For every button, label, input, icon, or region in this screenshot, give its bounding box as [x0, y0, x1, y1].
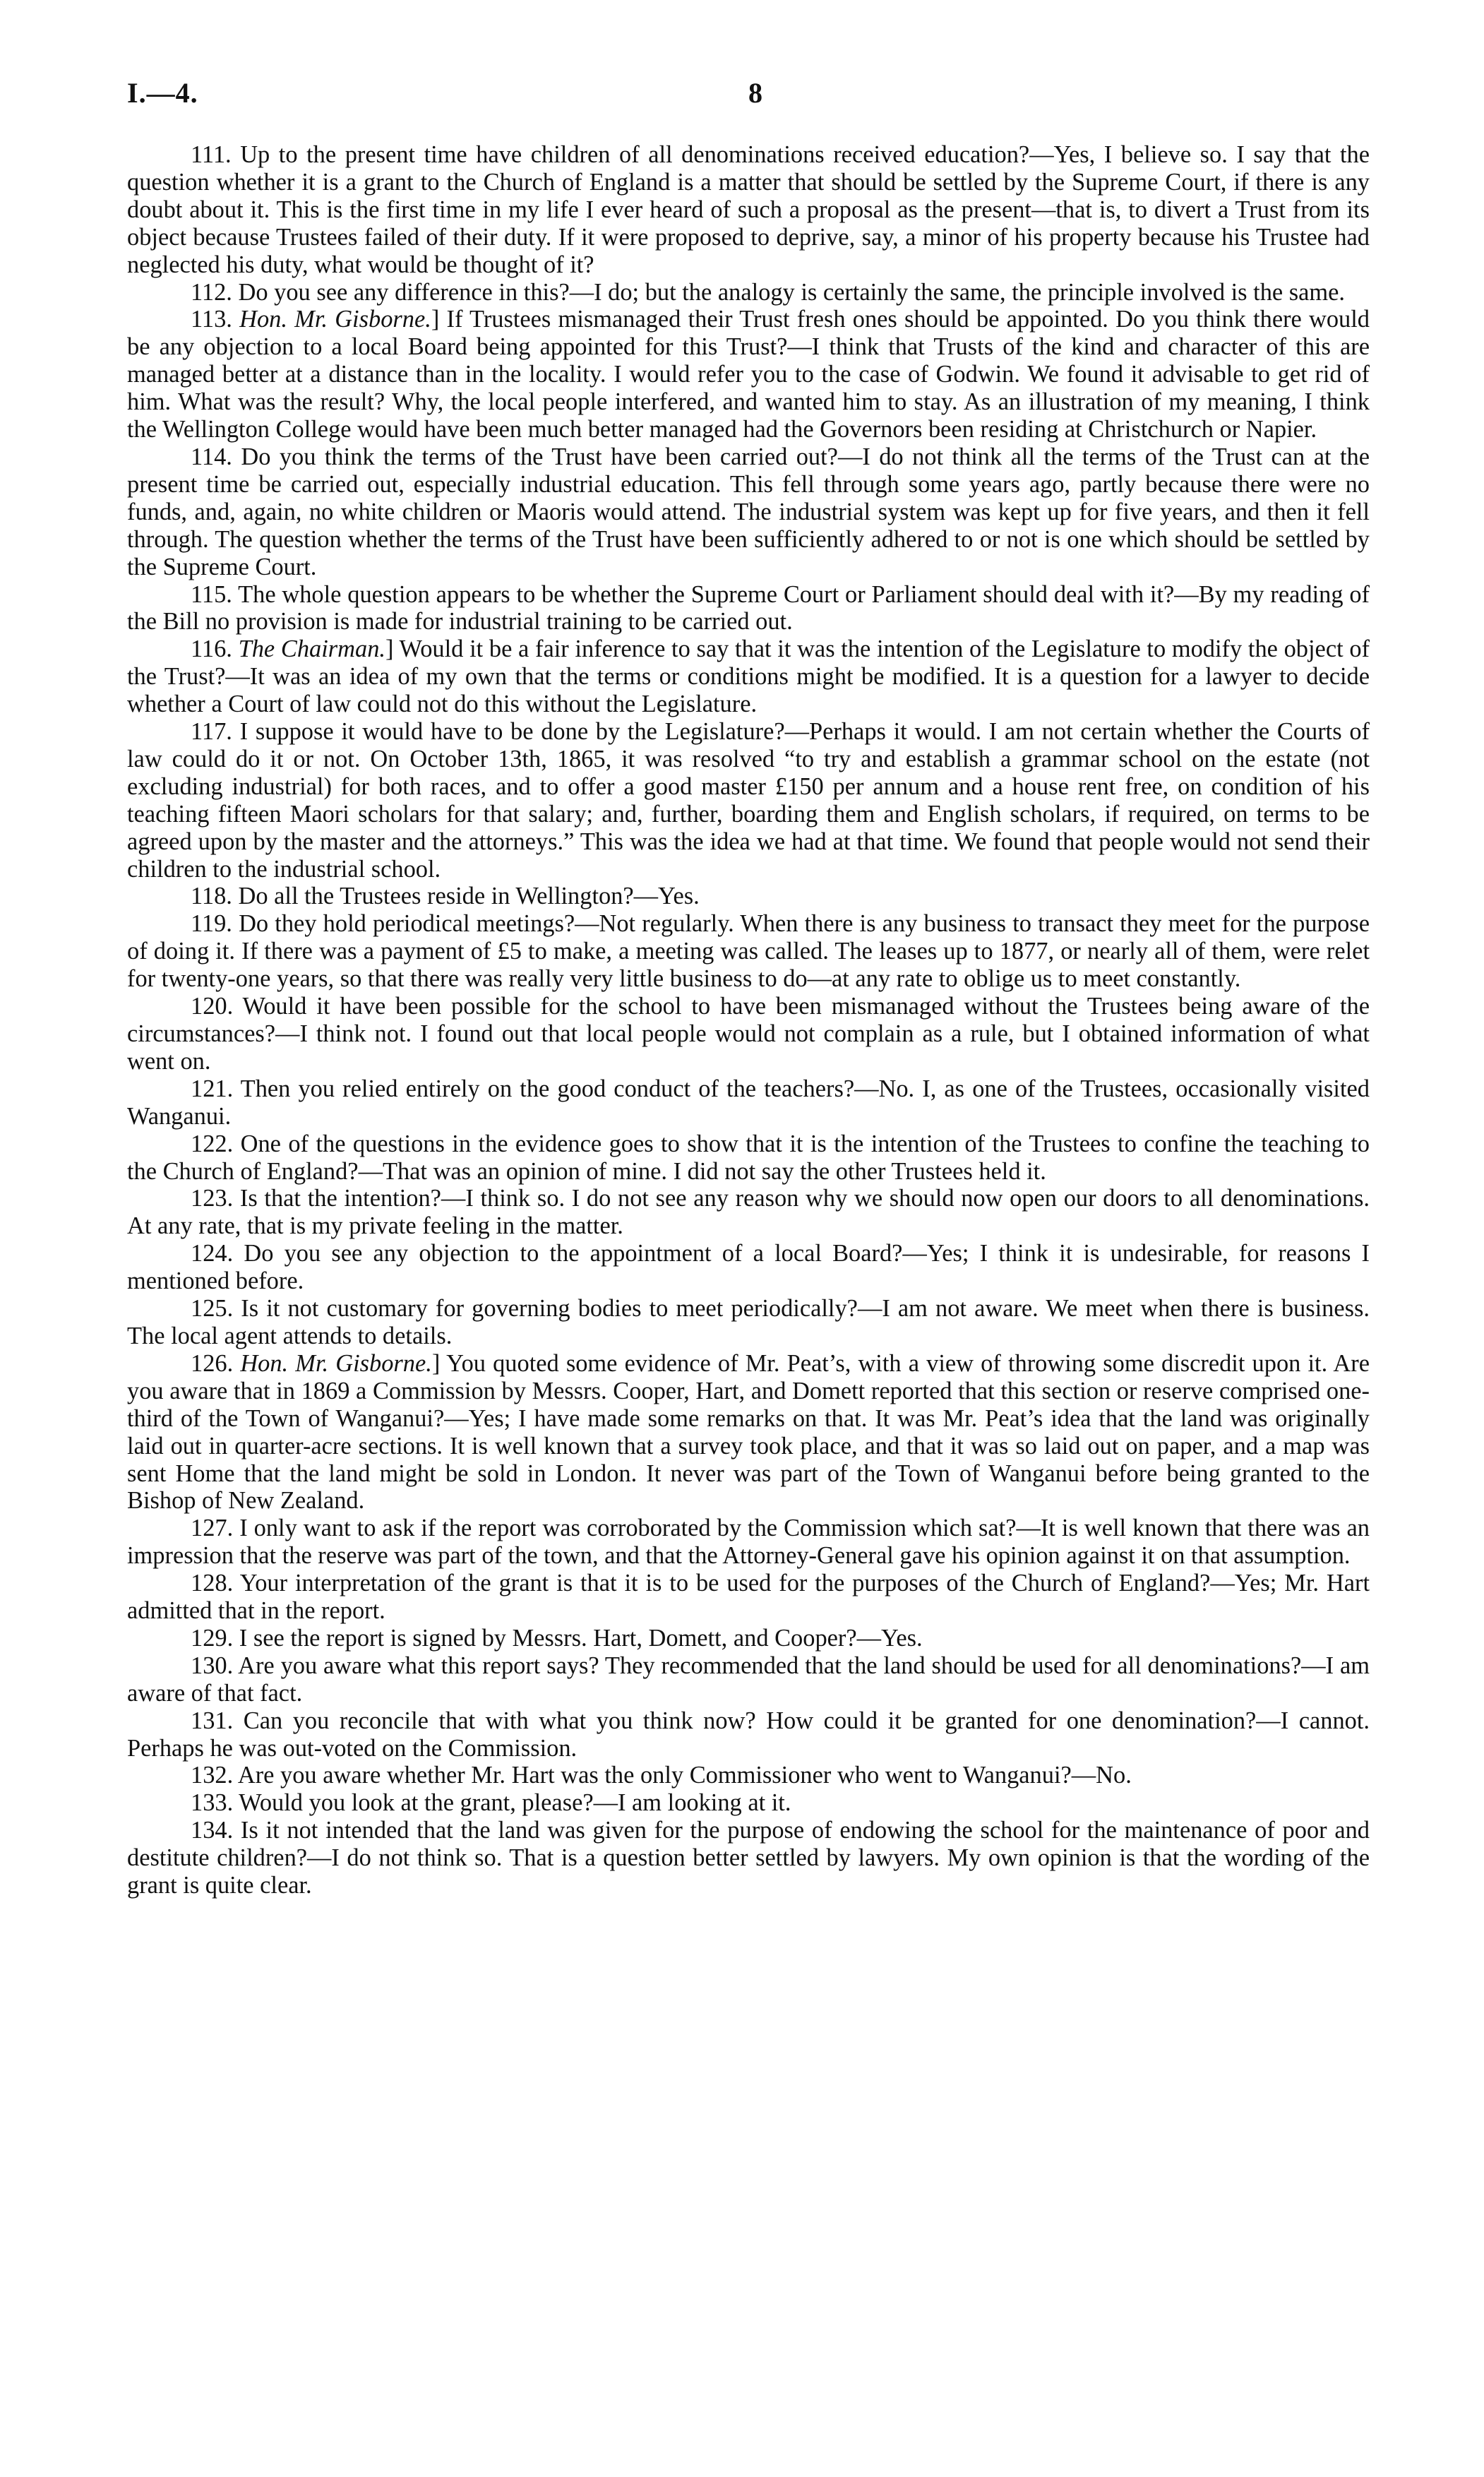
paragraph-114: [127, 443, 1370, 581]
paragraph-text: 127. I only want to ask if the report was corroborated by the Commission which sat?—It is well known that there was an impression that the reserve was part of the town, and that the Attorney-General gave his opinion against it on that assumption.: [127, 1515, 1370, 1570]
paragraph-120: [127, 993, 1370, 1075]
paragraph-128: [127, 1570, 1370, 1625]
paragraph-123: [127, 1185, 1370, 1240]
paragraph-text: 132. Are you aware whether Mr. Hart was the only Commissioner who went to Wanganui?—No.: [191, 1762, 1132, 1789]
question-number: 126.: [191, 1349, 241, 1377]
paragraph-112: [127, 279, 1370, 306]
paragraph-text: ] Would it be a fair inference to say that it was the intention of the Legislature to modify the object of the Trust?—It was an idea of my own that the terms or conditions might be modified. It is a question for a lawyer to decide whether a Court of law could not do this without the Legislature.: [127, 635, 1370, 718]
speaker-name: Hon. Mr. Gisborne.: [240, 1349, 432, 1377]
paragraph-text: 121. Then you relied entirely on the good conduct of the teachers?—No. I, as one of the Trustees, occasionally visited Wanganui.: [127, 1075, 1370, 1130]
paragraph-118: [127, 883, 1370, 910]
speaker-name: The Chairman.: [238, 635, 385, 663]
paragraph-text: 125. Is it not customary for governing bodies to meet periodically?—I am not aware. We meet when there is business. The local agent attends to details.: [127, 1295, 1370, 1349]
document-reference: I.—4.: [127, 77, 198, 109]
question-number: 116.: [191, 635, 239, 663]
paragraph-119: [127, 910, 1370, 993]
paragraph-115: [127, 581, 1370, 636]
paragraph-text: 130. Are you aware what this report says? They recommended that the land should be used for all denominations?—I am aware of that fact.: [127, 1652, 1370, 1707]
paragraph-text: 117. I suppose it would have to be done by the Legislature?—Perhaps it would. I am not certain whether the Courts of law could do it or not. On October 13th, 1865, it was resolved “to try and establish a grammar school on the estate (not excluding industrial) for both races, and to offer a good master £150 per annum and a house rent free, on condition of his teaching fifteen Maori scholars for that salary; and, further, boarding them and English scholars, if required, on terms to be agreed upon by the master and the attorneys.” This was the idea we had at that time. We found that people would not send their children to the industrial school.: [127, 718, 1370, 883]
paragraph-113: [127, 306, 1370, 443]
page-header: [127, 76, 1370, 119]
paragraph-text: 133. Would you look at the grant, please?—I am looking at it.: [191, 1789, 791, 1817]
paragraph-text: 128. Your interpretation of the grant is that it is to be used for the purposes of the Church of England?—Yes; Mr. Hart admitted that in the report.: [127, 1570, 1370, 1625]
paragraph-text: 122. One of the questions in the evidence goes to show that it is the intention of the Trustees to confine the teaching to the Church of England?—That was an opinion of mine. I did not say the other Trustees held it.: [127, 1130, 1370, 1185]
paragraph-111: [127, 141, 1370, 279]
paragraph-text: 112. Do you see any difference in this?—I do; but the analogy is certainly the same, the principle involved is the same.: [191, 278, 1346, 306]
paragraph-117: [127, 718, 1370, 883]
paragraph-130: [127, 1652, 1370, 1707]
paragraph-133: [127, 1789, 1370, 1817]
page-number: 8: [748, 77, 762, 109]
paragraph-text: 131. Can you reconcile that with what you think now? How could it be granted for one denomination?—I cannot. Perhaps he was out-voted on the Commission.: [127, 1707, 1370, 1762]
paragraph-125: [127, 1295, 1370, 1350]
paragraph-text: 115. The whole question appears to be whether the Supreme Court or Parliament should deal with it?—By my reading of the Bill no provision is made for industrial training to be carried out.: [127, 580, 1370, 635]
paragraph-text: 118. Do all the Trustees reside in Wellington?—Yes.: [191, 883, 700, 910]
paragraph-text: 129. I see the report is signed by Messrs. Hart, Domett, and Cooper?—Yes.: [191, 1624, 923, 1652]
paragraph-131: [127, 1707, 1370, 1762]
paragraph-134: [127, 1817, 1370, 1899]
paragraph-124: [127, 1240, 1370, 1295]
paragraph-text: 123. Is that the intention?—I think so. I do not see any reason why we should now open our doors to all denominations. At any rate, that is my private feeling in the matter.: [127, 1185, 1370, 1240]
paragraph-116: [127, 635, 1370, 718]
paragraph-132: [127, 1762, 1370, 1789]
paragraph-text: 114. Do you think the terms of the Trust have been carried out?—I do not think all the terms of the Trust can at the present time be carried out, especially industrial education. This fell through some years ago, partly because there were no funds, and, again, no white children or Maoris would attend. The industrial system was kept up for five years, and then it fell through. The question whether the terms of the Trust have been sufficiently adhered to or not is one which should be settled by the Supreme Court.: [127, 443, 1370, 580]
paragraph-122: [127, 1130, 1370, 1186]
paragraph-text: 120. Would it have been possible for the school to have been mismanaged without the Trustees being aware of the circumstances?—I think not. I found out that local people would not complain as a rule, but I obtained information of what went on.: [127, 993, 1370, 1075]
paragraph-text: 111. Up to the present time have children of all denominations received education?—Yes, I believe so. I say that the question whether it is a grant to the Church of England is a matter that should be settled by the Supreme Court, if there is any doubt about it. This is the first time in my life I ever heard of such a proposal as the present—that is, to divert a Trust from its object because Trustees failed of their duty. If it were proposed to deprive, say, a minor of his property because his Trustee had neglected his duty, what would be thought of it?: [127, 141, 1370, 278]
evidence-body: [127, 141, 1370, 1899]
paragraph-text: 119. Do they hold periodical meetings?—Not regularly. When there is any business to transact they meet for the purpose of doing it. If there was a payment of £5 to make, a meeting was called. The leases up to 1877, or nearly all of them, were relet for twenty-one years, so that there was really very little business to do—at any rate to oblige us to meet constantly.: [127, 910, 1370, 993]
paragraph-text: 134. Is it not intended that the land was given for the purpose of endowing the school for the maintenance of poor and destitute children?—I do not think so. That is a question better settled by lawyers. My own opinion is that the wording of the grant is quite clear.: [127, 1817, 1370, 1899]
paragraph-121: [127, 1075, 1370, 1130]
paragraph-text: ] You quoted some evidence of Mr. Peat’s, with a view of throwing some discredit upon it. Are you aware that in 1869 a Commission by Messrs. Cooper, Hart, and Domett reported that this section or reserve comprised one-third of the Town of Wanganui?—Yes; I have made some remarks on that. It was Mr. Peat’s idea that the land was originally laid out in quarter-acre sections. It is well known that a survey took place, and that it was so laid out on paper, and a map was sent Home that the land might be sold in London. It never was part of the Town of Wanganui before being granted to the Bishop of New Zealand.: [127, 1349, 1370, 1515]
paragraph-text: ] If Trustees mismanaged their Trust fresh ones should be appointed. Do you think there would be any objection to a local Board being appointed for this Trust?—I think that Trusts of the kind and character of this are managed better at a distance than in the locality. I would refer you to the case of Godwin. We found it advisable to get rid of him. What was the result? Why, the local people interfered, and wanted him to stay. As an illustration of my meaning, I think the Wellington College would have been much better managed had the Governors been residing at Christchurch or Napier.: [127, 306, 1370, 443]
paragraph-text: 124. Do you see any objection to the appointment of a local Board?—Yes; I think it is undesirable, for reasons I mentioned before.: [127, 1240, 1370, 1295]
question-number: 113.: [191, 306, 240, 333]
speaker-name: Hon. Mr. Gisborne.: [239, 306, 431, 333]
paragraph-127: [127, 1515, 1370, 1570]
paragraph-129: [127, 1625, 1370, 1652]
paragraph-126: [127, 1350, 1370, 1515]
